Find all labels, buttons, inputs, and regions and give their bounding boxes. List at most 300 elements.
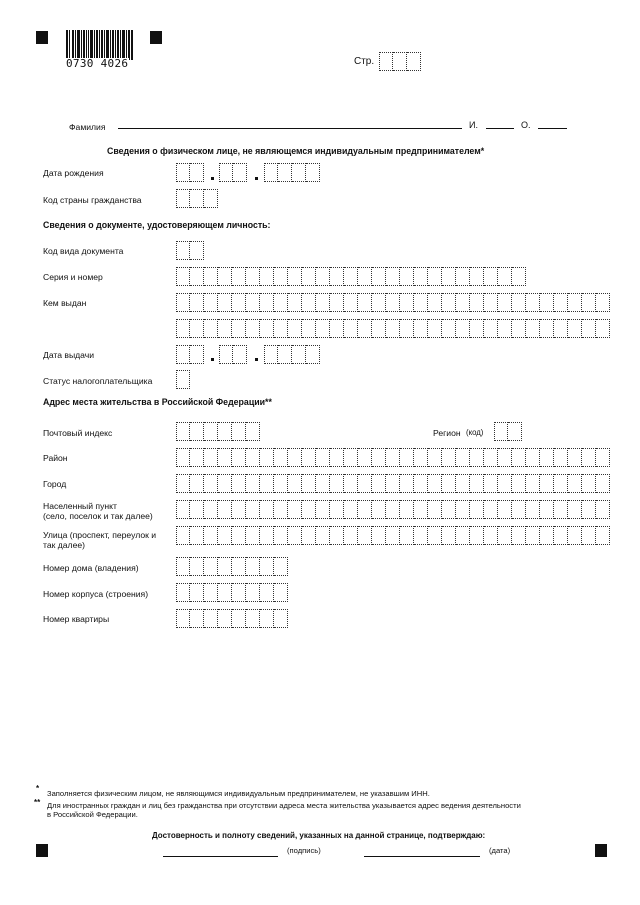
input-cell[interactable] bbox=[278, 345, 292, 364]
input-cell[interactable] bbox=[204, 448, 218, 467]
input-cell[interactable] bbox=[470, 500, 484, 519]
input-cell[interactable] bbox=[204, 526, 218, 545]
input-cell[interactable] bbox=[274, 557, 288, 576]
input-cell[interactable] bbox=[292, 163, 306, 182]
input-cell[interactable] bbox=[204, 422, 218, 441]
input-cell[interactable] bbox=[400, 267, 414, 286]
input-cell[interactable] bbox=[512, 526, 526, 545]
input-cell[interactable] bbox=[190, 267, 204, 286]
input-cell[interactable] bbox=[540, 319, 554, 338]
input-cell[interactable] bbox=[274, 526, 288, 545]
input-cell[interactable] bbox=[218, 500, 232, 519]
input-cell[interactable] bbox=[176, 474, 190, 493]
input-cell[interactable] bbox=[508, 422, 522, 441]
input-cell[interactable] bbox=[372, 500, 386, 519]
input-cell[interactable] bbox=[288, 319, 302, 338]
input-cell[interactable] bbox=[596, 448, 610, 467]
input-cell[interactable] bbox=[512, 293, 526, 312]
input-cell[interactable] bbox=[190, 583, 204, 602]
input-cell[interactable] bbox=[190, 241, 204, 260]
input-cell[interactable] bbox=[484, 500, 498, 519]
input-cell[interactable] bbox=[582, 448, 596, 467]
input-cell[interactable] bbox=[540, 293, 554, 312]
input-cell[interactable] bbox=[442, 293, 456, 312]
input-cell[interactable] bbox=[302, 267, 316, 286]
input-cell[interactable] bbox=[414, 500, 428, 519]
input-cell[interactable] bbox=[379, 52, 393, 71]
input-cell[interactable] bbox=[246, 500, 260, 519]
input-cell[interactable] bbox=[232, 474, 246, 493]
input-cell[interactable] bbox=[372, 448, 386, 467]
input-cell[interactable] bbox=[274, 583, 288, 602]
input-cell[interactable] bbox=[204, 500, 218, 519]
postal-code-field[interactable] bbox=[176, 422, 260, 441]
input-cell[interactable] bbox=[260, 526, 274, 545]
input-cell[interactable] bbox=[358, 500, 372, 519]
document-section-title: Сведения о документе, удостоверяющем личность: bbox=[43, 220, 271, 230]
issue-year-field[interactable] bbox=[264, 345, 320, 364]
input-cell[interactable] bbox=[330, 474, 344, 493]
input-cell[interactable] bbox=[540, 448, 554, 467]
input-cell[interactable] bbox=[306, 345, 320, 364]
input-cell[interactable] bbox=[232, 267, 246, 286]
input-cell[interactable] bbox=[470, 293, 484, 312]
input-cell[interactable] bbox=[540, 474, 554, 493]
input-cell[interactable] bbox=[568, 500, 582, 519]
input-cell[interactable] bbox=[470, 267, 484, 286]
input-cell[interactable] bbox=[260, 448, 274, 467]
input-cell[interactable] bbox=[306, 163, 320, 182]
input-cell[interactable] bbox=[232, 319, 246, 338]
input-cell[interactable] bbox=[358, 319, 372, 338]
date-field[interactable] bbox=[364, 856, 480, 857]
input-cell[interactable] bbox=[260, 583, 274, 602]
input-cell[interactable] bbox=[232, 557, 246, 576]
input-cell[interactable] bbox=[484, 474, 498, 493]
input-cell[interactable] bbox=[218, 422, 232, 441]
input-cell[interactable] bbox=[219, 163, 233, 182]
input-cell[interactable] bbox=[568, 293, 582, 312]
page-number-field[interactable] bbox=[379, 52, 421, 71]
input-cell[interactable] bbox=[264, 163, 278, 182]
input-cell[interactable] bbox=[442, 526, 456, 545]
input-cell[interactable] bbox=[274, 500, 288, 519]
input-cell[interactable] bbox=[512, 474, 526, 493]
input-cell[interactable] bbox=[344, 319, 358, 338]
input-cell[interactable] bbox=[292, 345, 306, 364]
input-cell[interactable] bbox=[246, 267, 260, 286]
input-cell[interactable] bbox=[330, 267, 344, 286]
input-cell[interactable] bbox=[246, 609, 260, 628]
date-separator-dot bbox=[211, 358, 214, 361]
input-cell[interactable] bbox=[190, 293, 204, 312]
apartment-number-field[interactable] bbox=[176, 609, 288, 628]
input-cell[interactable] bbox=[278, 163, 292, 182]
input-cell[interactable] bbox=[526, 500, 540, 519]
input-cell[interactable] bbox=[414, 293, 428, 312]
input-cell[interactable] bbox=[274, 448, 288, 467]
input-cell[interactable] bbox=[288, 267, 302, 286]
input-cell[interactable] bbox=[526, 448, 540, 467]
input-cell[interactable] bbox=[498, 319, 512, 338]
input-cell[interactable] bbox=[512, 267, 526, 286]
input-cell[interactable] bbox=[260, 474, 274, 493]
input-cell[interactable] bbox=[264, 345, 278, 364]
input-cell[interactable] bbox=[554, 293, 568, 312]
series-number-field[interactable] bbox=[176, 267, 526, 286]
input-cell[interactable] bbox=[407, 52, 421, 71]
region-code-field[interactable] bbox=[494, 422, 522, 441]
input-cell[interactable] bbox=[386, 474, 400, 493]
input-cell[interactable] bbox=[176, 293, 190, 312]
input-cell[interactable] bbox=[316, 500, 330, 519]
input-cell[interactable] bbox=[246, 526, 260, 545]
input-cell[interactable] bbox=[442, 319, 456, 338]
input-cell[interactable] bbox=[218, 319, 232, 338]
input-cell[interactable] bbox=[176, 526, 190, 545]
input-cell[interactable] bbox=[596, 500, 610, 519]
input-cell[interactable] bbox=[260, 319, 274, 338]
input-cell[interactable] bbox=[176, 583, 190, 602]
input-cell[interactable] bbox=[204, 474, 218, 493]
input-cell[interactable] bbox=[204, 267, 218, 286]
input-cell[interactable] bbox=[386, 526, 400, 545]
input-cell[interactable] bbox=[190, 189, 204, 208]
input-cell[interactable] bbox=[400, 448, 414, 467]
input-cell[interactable] bbox=[568, 448, 582, 467]
input-cell[interactable] bbox=[554, 319, 568, 338]
input-cell[interactable] bbox=[526, 474, 540, 493]
input-cell[interactable] bbox=[204, 319, 218, 338]
input-cell[interactable] bbox=[596, 319, 610, 338]
input-cell[interactable] bbox=[316, 526, 330, 545]
input-cell[interactable] bbox=[190, 319, 204, 338]
input-cell[interactable] bbox=[288, 526, 302, 545]
input-cell[interactable] bbox=[484, 293, 498, 312]
input-cell[interactable] bbox=[456, 448, 470, 467]
input-cell[interactable] bbox=[372, 319, 386, 338]
input-cell[interactable] bbox=[190, 500, 204, 519]
input-cell[interactable] bbox=[246, 557, 260, 576]
input-cell[interactable] bbox=[274, 609, 288, 628]
input-cell[interactable] bbox=[400, 293, 414, 312]
input-cell[interactable] bbox=[554, 500, 568, 519]
input-cell[interactable] bbox=[246, 583, 260, 602]
input-cell[interactable] bbox=[218, 293, 232, 312]
input-cell[interactable] bbox=[596, 293, 610, 312]
input-cell[interactable] bbox=[176, 319, 190, 338]
input-cell[interactable] bbox=[498, 500, 512, 519]
input-cell[interactable] bbox=[428, 267, 442, 286]
input-cell[interactable] bbox=[232, 422, 246, 441]
input-cell[interactable] bbox=[302, 526, 316, 545]
input-cell[interactable] bbox=[204, 189, 218, 208]
patronymic-initial-field[interactable] bbox=[538, 128, 567, 129]
input-cell[interactable] bbox=[232, 526, 246, 545]
input-cell[interactable] bbox=[190, 526, 204, 545]
input-cell[interactable] bbox=[330, 500, 344, 519]
input-cell[interactable] bbox=[204, 609, 218, 628]
input-cell[interactable] bbox=[428, 474, 442, 493]
input-cell[interactable] bbox=[414, 267, 428, 286]
input-cell[interactable] bbox=[400, 319, 414, 338]
input-cell[interactable] bbox=[582, 500, 596, 519]
input-cell[interactable] bbox=[498, 526, 512, 545]
input-cell[interactable] bbox=[582, 474, 596, 493]
input-cell[interactable] bbox=[330, 319, 344, 338]
input-cell[interactable] bbox=[302, 500, 316, 519]
input-cell[interactable] bbox=[190, 448, 204, 467]
signature-hint: (подпись) bbox=[287, 846, 321, 855]
input-cell[interactable] bbox=[176, 448, 190, 467]
building-number-field[interactable] bbox=[176, 583, 288, 602]
input-cell[interactable] bbox=[288, 448, 302, 467]
citizenship-code-field[interactable] bbox=[176, 189, 218, 208]
input-cell[interactable] bbox=[470, 448, 484, 467]
input-cell[interactable] bbox=[288, 474, 302, 493]
input-cell[interactable] bbox=[540, 500, 554, 519]
input-cell[interactable] bbox=[582, 293, 596, 312]
input-cell[interactable] bbox=[176, 241, 190, 260]
input-cell[interactable] bbox=[302, 474, 316, 493]
input-cell[interactable] bbox=[344, 267, 358, 286]
input-cell[interactable] bbox=[204, 583, 218, 602]
input-cell[interactable] bbox=[470, 474, 484, 493]
issue-day-field[interactable] bbox=[176, 345, 204, 364]
input-cell[interactable] bbox=[498, 448, 512, 467]
input-cell[interactable] bbox=[526, 319, 540, 338]
birth-year-field[interactable] bbox=[264, 163, 320, 182]
input-cell[interactable] bbox=[456, 267, 470, 286]
input-cell[interactable] bbox=[568, 319, 582, 338]
input-cell[interactable] bbox=[456, 500, 470, 519]
input-cell[interactable] bbox=[288, 500, 302, 519]
input-cell[interactable] bbox=[428, 293, 442, 312]
input-cell[interactable] bbox=[232, 609, 246, 628]
input-cell[interactable] bbox=[400, 526, 414, 545]
input-cell[interactable] bbox=[428, 448, 442, 467]
input-cell[interactable] bbox=[218, 448, 232, 467]
input-cell[interactable] bbox=[442, 267, 456, 286]
input-cell[interactable] bbox=[568, 526, 582, 545]
input-cell[interactable] bbox=[218, 557, 232, 576]
input-cell[interactable] bbox=[260, 609, 274, 628]
input-cell[interactable] bbox=[204, 557, 218, 576]
issued-by-field-line1[interactable] bbox=[176, 293, 610, 312]
input-cell[interactable] bbox=[414, 526, 428, 545]
input-cell[interactable] bbox=[554, 526, 568, 545]
input-cell[interactable] bbox=[596, 474, 610, 493]
input-cell[interactable] bbox=[494, 422, 508, 441]
input-cell[interactable] bbox=[386, 319, 400, 338]
input-cell[interactable] bbox=[246, 474, 260, 493]
input-cell[interactable] bbox=[274, 267, 288, 286]
input-cell[interactable] bbox=[386, 448, 400, 467]
input-cell[interactable] bbox=[372, 474, 386, 493]
input-cell[interactable] bbox=[442, 500, 456, 519]
building-label: Номер корпуса (строения) bbox=[43, 589, 149, 599]
input-cell[interactable] bbox=[246, 319, 260, 338]
input-cell[interactable] bbox=[176, 345, 190, 364]
input-cell[interactable] bbox=[358, 267, 372, 286]
input-cell[interactable] bbox=[176, 163, 190, 182]
surname-field[interactable] bbox=[118, 128, 462, 129]
input-cell[interactable] bbox=[233, 163, 247, 182]
input-cell[interactable] bbox=[498, 267, 512, 286]
input-cell[interactable] bbox=[512, 448, 526, 467]
input-cell[interactable] bbox=[512, 500, 526, 519]
input-cell[interactable] bbox=[316, 293, 330, 312]
input-cell[interactable] bbox=[302, 319, 316, 338]
input-cell[interactable] bbox=[176, 557, 190, 576]
issued-by-field-line2[interactable] bbox=[176, 319, 610, 338]
input-cell[interactable] bbox=[176, 500, 190, 519]
first-initial-field[interactable] bbox=[486, 128, 514, 129]
input-cell[interactable] bbox=[456, 526, 470, 545]
input-cell[interactable] bbox=[274, 293, 288, 312]
input-cell[interactable] bbox=[176, 370, 190, 389]
input-cell[interactable] bbox=[428, 319, 442, 338]
input-cell[interactable] bbox=[302, 293, 316, 312]
input-cell[interactable] bbox=[554, 474, 568, 493]
input-cell[interactable] bbox=[344, 448, 358, 467]
input-cell[interactable] bbox=[414, 319, 428, 338]
input-cell[interactable] bbox=[330, 448, 344, 467]
input-cell[interactable] bbox=[190, 422, 204, 441]
input-cell[interactable] bbox=[596, 526, 610, 545]
input-cell[interactable] bbox=[260, 293, 274, 312]
input-cell[interactable] bbox=[190, 557, 204, 576]
input-cell[interactable] bbox=[288, 293, 302, 312]
input-cell[interactable] bbox=[260, 267, 274, 286]
input-cell[interactable] bbox=[400, 474, 414, 493]
input-cell[interactable] bbox=[400, 500, 414, 519]
input-cell[interactable] bbox=[190, 345, 204, 364]
input-cell[interactable] bbox=[442, 474, 456, 493]
taxpayer-status-field[interactable] bbox=[176, 370, 190, 389]
input-cell[interactable] bbox=[470, 319, 484, 338]
input-cell[interactable] bbox=[358, 448, 372, 467]
input-cell[interactable] bbox=[316, 319, 330, 338]
input-cell[interactable] bbox=[540, 526, 554, 545]
input-cell[interactable] bbox=[344, 474, 358, 493]
input-cell[interactable] bbox=[470, 526, 484, 545]
input-cell[interactable] bbox=[176, 189, 190, 208]
input-cell[interactable] bbox=[344, 500, 358, 519]
birth-month-field[interactable] bbox=[219, 163, 247, 182]
input-cell[interactable] bbox=[428, 500, 442, 519]
input-cell[interactable] bbox=[232, 500, 246, 519]
input-cell[interactable] bbox=[484, 319, 498, 338]
input-cell[interactable] bbox=[456, 319, 470, 338]
input-cell[interactable] bbox=[190, 163, 204, 182]
input-cell[interactable] bbox=[316, 448, 330, 467]
birth-day-field[interactable] bbox=[176, 163, 204, 182]
input-cell[interactable] bbox=[386, 293, 400, 312]
input-cell[interactable] bbox=[372, 526, 386, 545]
input-cell[interactable] bbox=[554, 448, 568, 467]
doc-type-code-field[interactable] bbox=[176, 241, 204, 260]
input-cell[interactable] bbox=[219, 345, 233, 364]
input-cell[interactable] bbox=[428, 526, 442, 545]
street-field[interactable] bbox=[176, 526, 610, 545]
input-cell[interactable] bbox=[498, 474, 512, 493]
input-cell[interactable] bbox=[176, 267, 190, 286]
input-cell[interactable] bbox=[344, 526, 358, 545]
input-cell[interactable] bbox=[414, 448, 428, 467]
input-cell[interactable] bbox=[218, 609, 232, 628]
input-cell[interactable] bbox=[232, 583, 246, 602]
input-cell[interactable] bbox=[233, 345, 247, 364]
input-cell[interactable] bbox=[218, 526, 232, 545]
input-cell[interactable] bbox=[176, 609, 190, 628]
input-cell[interactable] bbox=[484, 267, 498, 286]
input-cell[interactable] bbox=[568, 474, 582, 493]
input-cell[interactable] bbox=[386, 500, 400, 519]
input-cell[interactable] bbox=[218, 583, 232, 602]
input-cell[interactable] bbox=[204, 293, 218, 312]
input-cell[interactable] bbox=[260, 500, 274, 519]
input-cell[interactable] bbox=[190, 474, 204, 493]
signature-field[interactable] bbox=[163, 856, 278, 857]
input-cell[interactable] bbox=[218, 474, 232, 493]
district-field[interactable] bbox=[176, 448, 610, 467]
input-cell[interactable] bbox=[582, 319, 596, 338]
input-cell[interactable] bbox=[372, 293, 386, 312]
input-cell[interactable] bbox=[190, 609, 204, 628]
input-cell[interactable] bbox=[358, 293, 372, 312]
city-field[interactable] bbox=[176, 474, 610, 493]
input-cell[interactable] bbox=[246, 422, 260, 441]
input-cell[interactable] bbox=[344, 293, 358, 312]
input-cell[interactable] bbox=[232, 293, 246, 312]
input-cell[interactable] bbox=[526, 526, 540, 545]
issue-month-field[interactable] bbox=[219, 345, 247, 364]
house-number-field[interactable] bbox=[176, 557, 288, 576]
locality-field[interactable] bbox=[176, 500, 610, 519]
input-cell[interactable] bbox=[274, 474, 288, 493]
input-cell[interactable] bbox=[232, 448, 246, 467]
input-cell[interactable] bbox=[414, 474, 428, 493]
input-cell[interactable] bbox=[484, 526, 498, 545]
input-cell[interactable] bbox=[218, 267, 232, 286]
input-cell[interactable] bbox=[330, 526, 344, 545]
input-cell[interactable] bbox=[246, 448, 260, 467]
input-cell[interactable] bbox=[386, 267, 400, 286]
input-cell[interactable] bbox=[393, 52, 407, 71]
input-cell[interactable] bbox=[372, 267, 386, 286]
input-cell[interactable] bbox=[456, 293, 470, 312]
input-cell[interactable] bbox=[302, 448, 316, 467]
input-cell[interactable] bbox=[582, 526, 596, 545]
input-cell[interactable] bbox=[442, 448, 456, 467]
input-cell[interactable] bbox=[260, 557, 274, 576]
input-cell[interactable] bbox=[176, 422, 190, 441]
input-cell[interactable] bbox=[316, 474, 330, 493]
input-cell[interactable] bbox=[484, 448, 498, 467]
confirmation-statement: Достоверность и полноту сведений, указанных на данной странице, подтверждаю: bbox=[152, 831, 486, 840]
input-cell[interactable] bbox=[358, 526, 372, 545]
input-cell[interactable] bbox=[316, 267, 330, 286]
input-cell[interactable] bbox=[526, 293, 540, 312]
input-cell[interactable] bbox=[358, 474, 372, 493]
input-cell[interactable] bbox=[512, 319, 526, 338]
input-cell[interactable] bbox=[456, 474, 470, 493]
input-cell[interactable] bbox=[274, 319, 288, 338]
input-cell[interactable] bbox=[246, 293, 260, 312]
input-cell[interactable] bbox=[498, 293, 512, 312]
input-cell[interactable] bbox=[330, 293, 344, 312]
